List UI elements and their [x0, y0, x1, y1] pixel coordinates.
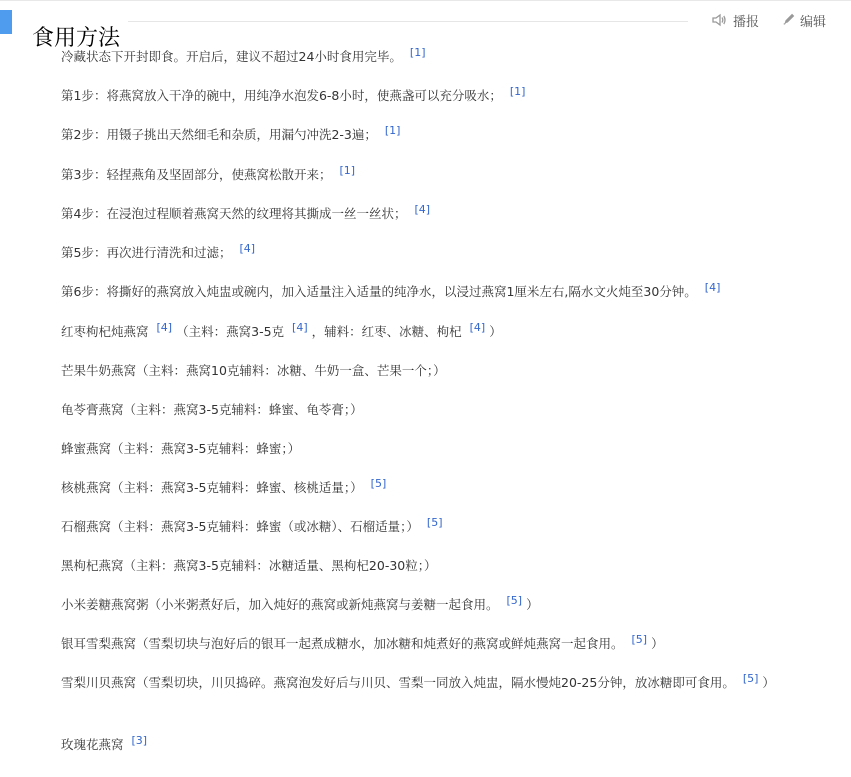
play-button[interactable]	[711, 10, 759, 30]
paragraph-10	[61, 401, 821, 419]
paragraph-text: 第1步：将燕窝放入干净的碗中，用纯净水泡发6-8小时，使燕盏可以充分吸水；	[61, 88, 502, 103]
paragraph-1	[61, 45, 821, 66]
title-divider	[128, 21, 688, 22]
paragraph-text: 第6步：将撕好的燕窝放入炖盅或碗内，加入适量注入适量的纯净水，以浸过燕窝1厘米左右,隔水文火炖至30分钟。	[61, 284, 697, 299]
citation-link[interactable]: [5]	[631, 632, 648, 646]
paragraph-text: 红枣枸杞炖燕窝	[61, 324, 149, 339]
paragraph-text: 石榴燕窝（主料：燕窝3-5克辅料：蜂蜜（或冰糖）、石榴适量；）	[61, 519, 419, 534]
paragraph-text: 龟苓膏燕窝（主料：燕窝3-5克辅料：蜂蜜、龟苓膏；）	[61, 402, 363, 417]
citation-link[interactable]: [4]	[292, 320, 308, 334]
paragraph-17	[36, 671, 816, 692]
citation-link[interactable]: [5]	[506, 593, 523, 607]
paragraph-text: 玫瑰花燕窝	[61, 737, 124, 752]
citation-link[interactable]: [4]	[239, 241, 256, 255]
paragraph-text: 雪梨川贝燕窝（雪梨切块，川贝捣碎。燕窝泡发好后与川贝、雪梨一同放入炖盅，隔水慢炖20-25分钟，放冰糖即可食用。	[61, 675, 735, 690]
paragraph-7	[61, 280, 821, 301]
paragraph-text: ）	[489, 324, 502, 339]
paragraph-2	[61, 84, 821, 105]
paragraph-text: ，辅料：红枣、冰糖、枸杞	[311, 324, 462, 339]
paragraph-text: ）	[526, 597, 539, 612]
citation-link[interactable]: [1]	[384, 123, 401, 137]
paragraph-text: 第2步：用镊子挑出天然细毛和杂质，用漏勺冲洗2-3遍；	[61, 127, 377, 142]
paragraph-12	[61, 476, 821, 497]
paragraph-text: 第3步：轻捏燕角及坚固部分，使燕窝松散开来；	[61, 167, 332, 182]
paragraph-text: 第4步：在浸泡过程顺着燕窝天然的纹理将其撕成一丝一丝状；	[61, 206, 407, 221]
play-label: 播报	[733, 14, 760, 30]
paragraph-3	[61, 123, 821, 144]
paragraph-6	[61, 241, 821, 262]
paragraph-text: ）	[651, 636, 664, 651]
paragraph-text: ）	[762, 675, 775, 690]
section-accent-bar	[0, 10, 12, 34]
paragraph-text: 冷藏状态下开封即食。开启后，建议不超过24小时食用完毕。	[61, 49, 402, 64]
paragraph-text: 第5步：再次进行清洗和过滤；	[61, 245, 232, 260]
citation-link[interactable]: [5]	[426, 515, 443, 529]
citation-link[interactable]: [1]	[409, 45, 426, 59]
paragraph-13	[61, 515, 821, 536]
paragraph-14	[61, 557, 821, 575]
section-title: 食用方法	[32, 26, 121, 52]
citation-link[interactable]: [1]	[339, 163, 356, 177]
citation-link[interactable]: [1]	[509, 84, 526, 98]
paragraph-8	[61, 320, 821, 341]
edit-label: 编辑	[800, 14, 827, 30]
citation-link[interactable]: [4]	[704, 280, 721, 294]
paragraph-11	[61, 440, 821, 458]
citation-link[interactable]: [5]	[742, 671, 759, 685]
paragraph-text: 芒果牛奶燕窝（主料：燕窝10克辅料：冰糖、牛奶一盒、芒果一个；）	[61, 363, 446, 378]
citation-link[interactable]: [3]	[131, 733, 148, 747]
paragraph-text: 蜂蜜燕窝（主料：燕窝3-5克辅料：蜂蜜；）	[61, 441, 301, 456]
paragraph-15	[61, 593, 821, 614]
paragraph-text: （主料：燕窝3-5克	[176, 324, 285, 339]
paragraph-9	[61, 362, 821, 380]
paragraph-text: 银耳雪梨燕窝（雪梨切块与泡好后的银耳一起煮成糖水，加冰糖和炖煮好的燕窝或鲜炖燕窝一起食用。	[61, 636, 624, 651]
citation-link[interactable]: [4]	[414, 202, 431, 216]
speaker-icon	[711, 12, 727, 28]
paragraph-text: 核桃燕窝（主料：燕窝3-5克辅料：蜂蜜、核桃适量；）	[61, 480, 363, 495]
edit-button[interactable]	[782, 10, 826, 30]
citation-link[interactable]: [4]	[156, 320, 173, 334]
paragraph-text: 小米姜糖燕窝粥（小米粥煮好后，加入炖好的燕窝或新炖燕窝与姜糖一起食用。	[61, 597, 499, 612]
paragraph-18	[61, 733, 821, 754]
paragraph-16	[61, 632, 821, 653]
citation-link[interactable]: [4]	[469, 320, 486, 334]
paragraph-5	[61, 202, 821, 223]
pencil-icon	[782, 12, 798, 28]
paragraph-text: 黑枸杞燕窝（主料：燕窝3-5克辅料：冰糖适量、黑枸杞20-30粒；）	[61, 558, 437, 573]
top-divider	[0, 0, 851, 1]
paragraph-4	[61, 163, 821, 184]
citation-link[interactable]: [5]	[370, 476, 387, 490]
